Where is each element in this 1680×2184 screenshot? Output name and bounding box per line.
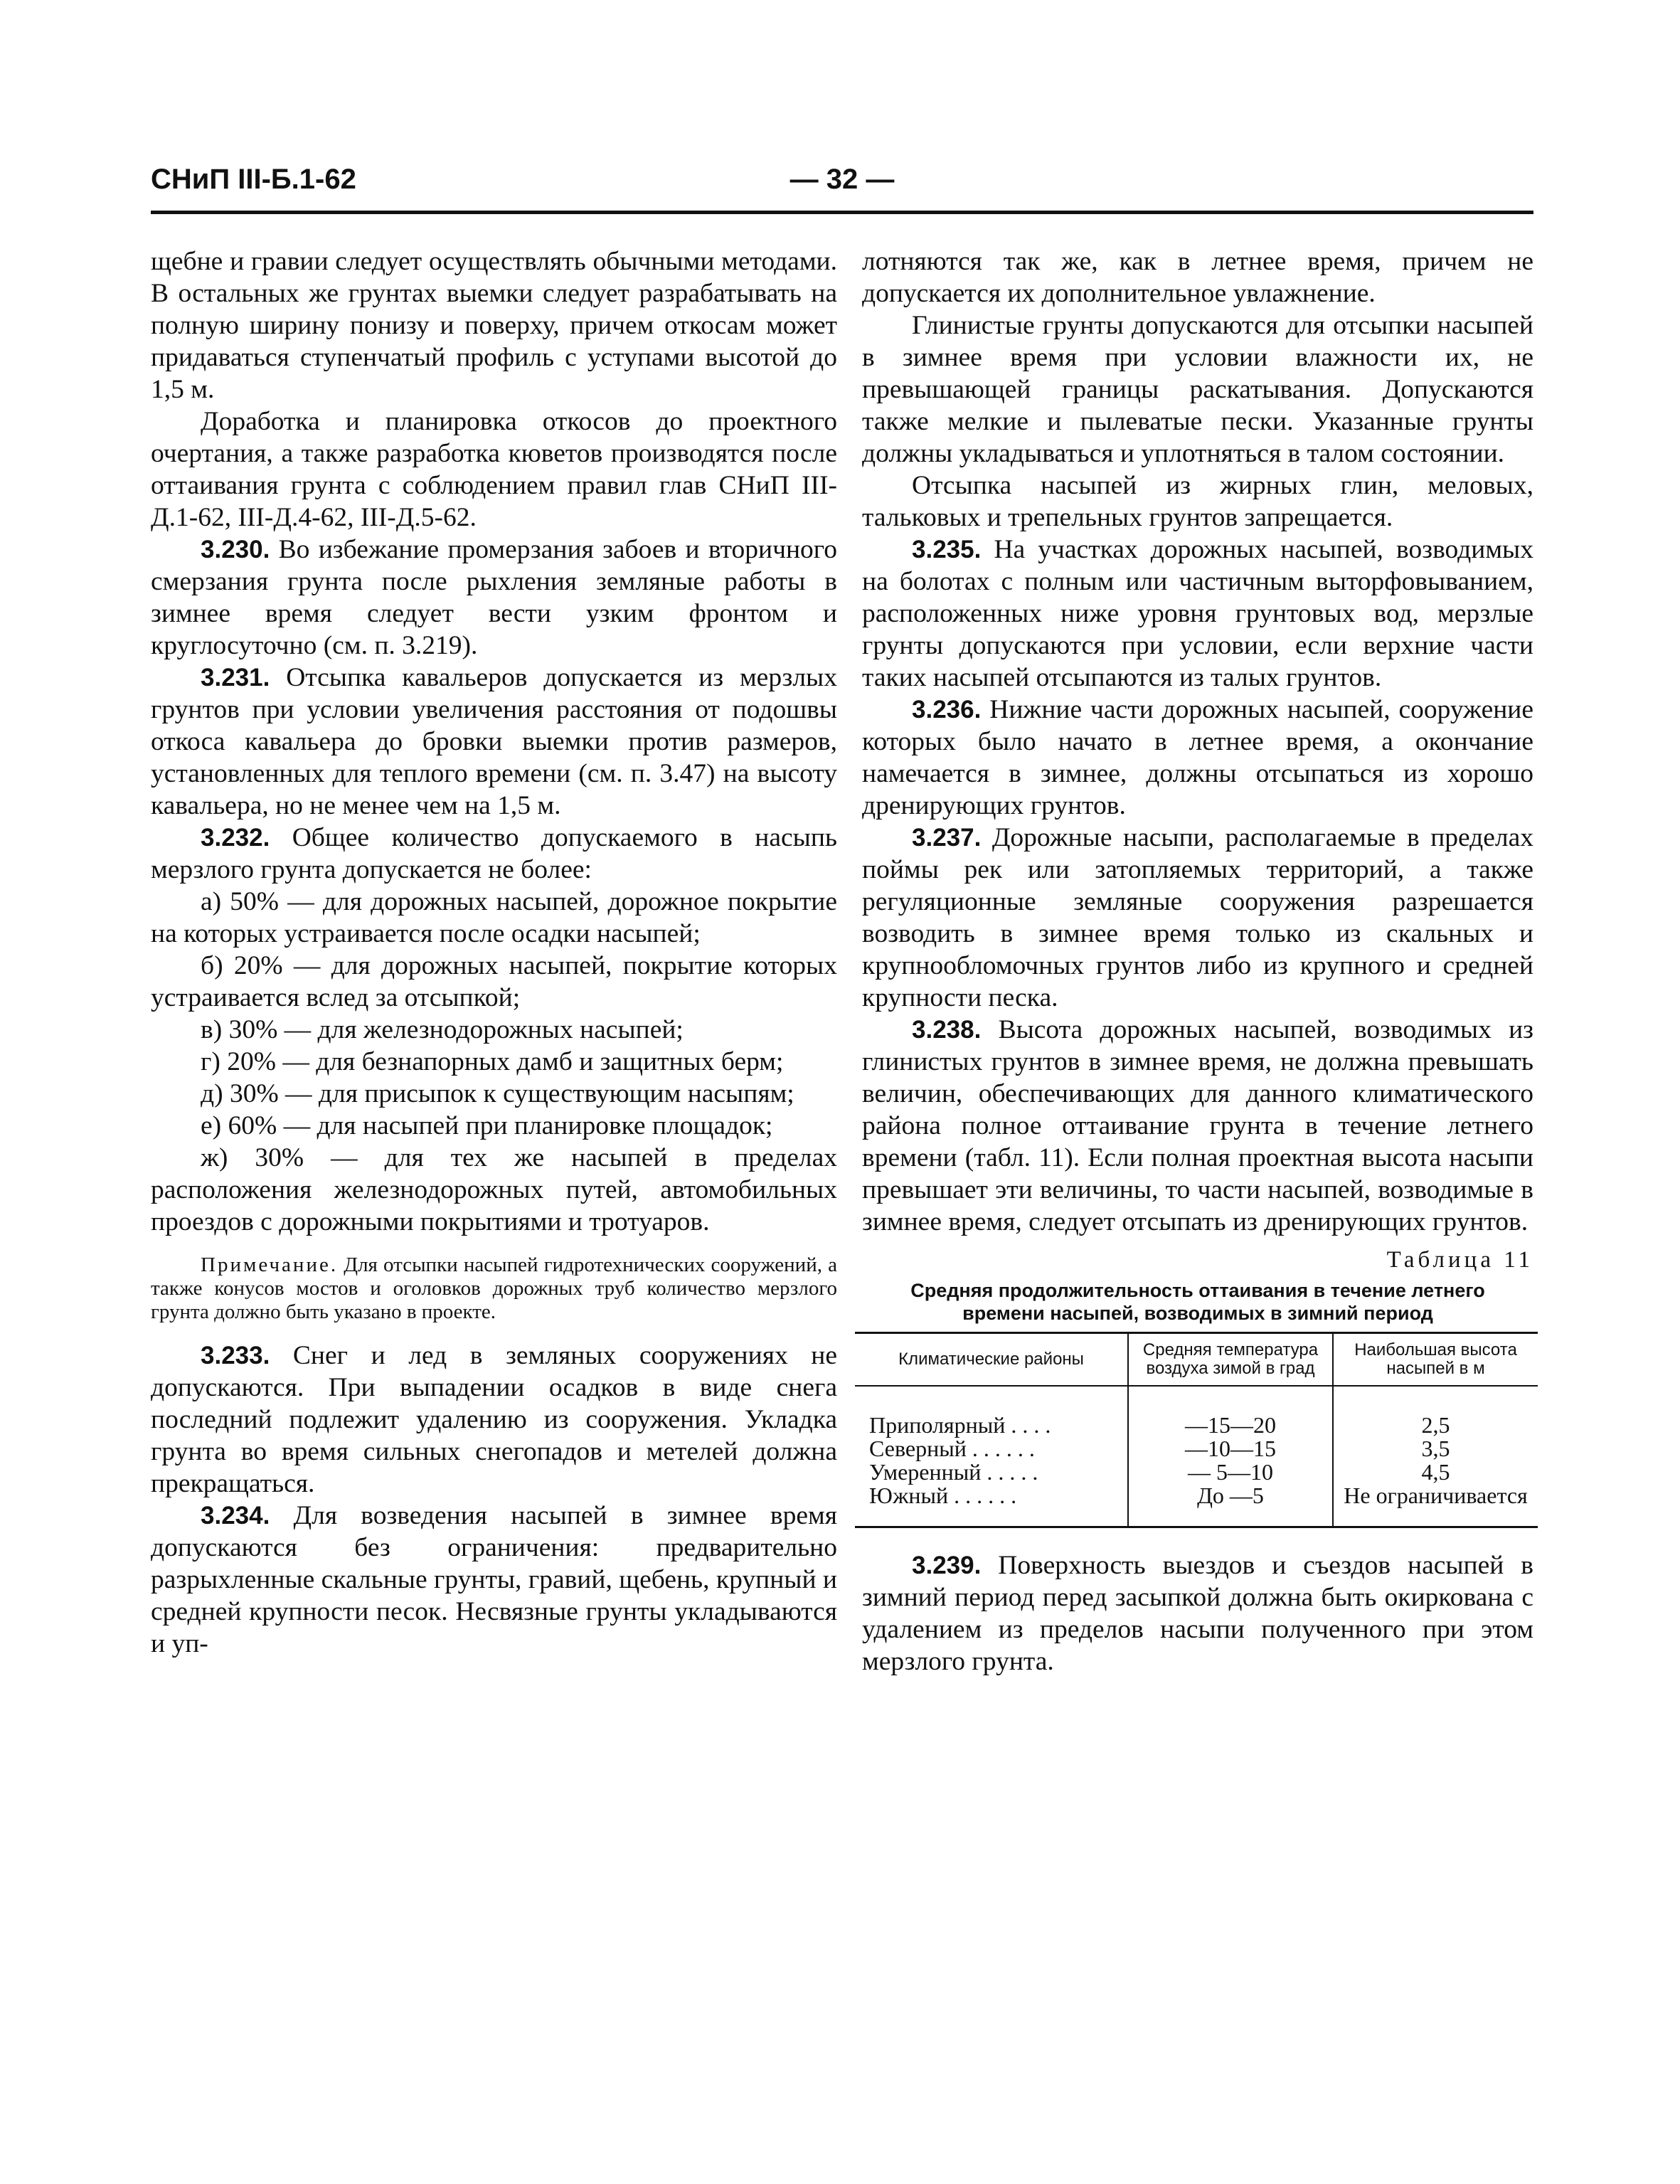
note bbox=[151, 1253, 837, 1324]
list-item: г) 20% — для безнапорных дамб и защитных берм; bbox=[201, 1047, 784, 1076]
paragraph: Отсыпка насыпей из жирных глин, меловых, тальковых и трепельных грунтов запрещается. bbox=[862, 471, 1533, 532]
header-rule bbox=[151, 211, 1533, 214]
table-header-row bbox=[855, 1333, 1538, 1387]
paragraph: лотняются так же, как в летнее время, причем не допускается их дополнительное увлажнение. bbox=[862, 247, 1533, 308]
section-3-231 bbox=[151, 662, 837, 822]
list-item: ж) 30% — для тех же насыпей в пределах расположения железнодорожных путей, автомобильных проездов с дорожными покрытиями и тротуаров. bbox=[151, 1143, 837, 1236]
list-item: е) 60% — для насыпей при планировке площадок; bbox=[201, 1111, 773, 1140]
section-number: 3.233. bbox=[201, 1342, 270, 1369]
list-item: в) 30% — для железнодорожных насыпей; bbox=[201, 1015, 684, 1044]
paragraph: Доработка и планировка откосов до проектного очертания, а также разработка кюветов производятся после оттаивания грунта с соблюдением правил глав СНиП III-Д.1-62, III-Д.4-62, III-Д.5-62. bbox=[151, 407, 837, 532]
note-text: Для отсыпки насыпей гидротехнических сооружений, а также конусов мостов и оголовков дорожных труб количество мерзлого грунта должно быть указано в проекте. bbox=[151, 1253, 838, 1323]
section-number: 3.231. bbox=[201, 664, 270, 691]
section-3-230 bbox=[151, 534, 837, 662]
section-number: 3.238. bbox=[912, 1016, 982, 1044]
table-cell: 2,5 3,5 4,5 Не ограничивается bbox=[1333, 1386, 1538, 1527]
section-3-234 bbox=[151, 1500, 837, 1660]
section-number: 3.234. bbox=[201, 1502, 270, 1530]
paragraph: щебне и гравии следует осуществлять обычными методами. В остальных же грунтах выемки следует разрабатывать на полную ширину понизу и поверху, причем откосам может придаваться ступенчатый профиль с уступами высотой до 1,5 м. bbox=[151, 247, 837, 404]
table-header-cell: Средняя температура воздуха зимой в град bbox=[1128, 1333, 1333, 1387]
section-number: 3.235. bbox=[912, 536, 982, 563]
section-text: Отсыпка кавальеров допускается из мерзлых грунтов при условии увеличения расстояния от подошвы откоса кавальера до бровки выемки против размеров, установленных для теплого времени (см. п. 3.47) на высоту кавальера, но не менее чем на 1,5 м. bbox=[151, 663, 838, 820]
note-label: Примечание. bbox=[201, 1253, 339, 1276]
section-3-238 bbox=[862, 1014, 1533, 1238]
section-text: Поверхность выездов и съездов насыпей в зимний период перед засыпкой должна быть окиркована с удалением из пределов насыпи полученного при этом мерзлого грунта. bbox=[862, 1551, 1534, 1676]
section-3-237 bbox=[862, 822, 1533, 1014]
section-3-232 bbox=[151, 822, 837, 886]
page-number: — 32 — bbox=[790, 164, 895, 195]
section-text: Дорожные насыпи, располагаемые в пределах поймы рек или затопляемых территорий, а также регуляционные земляные сооружения разрешается возводить в зимнее время только из скальных и крупнообломочных грунтов либо из крупного и средней крупности песка. bbox=[862, 823, 1534, 1012]
section-3-236 bbox=[862, 694, 1533, 822]
section-number: 3.236. bbox=[912, 696, 982, 723]
section-3-235 bbox=[862, 534, 1533, 694]
list-item: д) 30% — для присыпок к существующим насыпям; bbox=[201, 1079, 794, 1108]
table-header-cell: Климатические районы bbox=[855, 1333, 1128, 1387]
section-text: Снег и лед в земляных сооружениях не допускаются. При выпадении осадков в виде снега последний подлежит удалению из сооружения. Укладка грунта во время сильных снегопадов и метелей должна прекращаться. bbox=[151, 1341, 837, 1498]
table-label: Таблица 11 bbox=[1386, 1247, 1533, 1273]
section-number: 3.232. bbox=[201, 824, 270, 852]
section-number: 3.239. bbox=[912, 1552, 982, 1579]
section-text: Общее количество допускаемого в насыпь мерзлого грунта допускается не более: bbox=[151, 823, 838, 884]
list-item: а) 50% — для дорожных насыпей, дорожное покрытие на которых устраивается после осадки насыпей; bbox=[151, 887, 837, 948]
table-11 bbox=[855, 1332, 1538, 1528]
section-text: Во избежание промерзания забоев и вторичного смерзания грунта после рыхления земляные работы в зимнее время следует вести узким фронтом и круглосуточно (см. п. 3.219). bbox=[151, 535, 838, 660]
table-cell: Приполярный . . . . Северный . . . . . . Умеренный . . . . . Южный . . . . . . bbox=[855, 1386, 1128, 1527]
list-item: б) 20% — для дорожных насыпей, покрытие которых устраивается вслед за отсыпкой; bbox=[151, 951, 837, 1012]
section-text: Нижние части дорожных насыпей, сооружение которых было начато в летнее время, а окончание намечается в зимнее, должны отсыпаться из хорошо дренирующих грунтов. bbox=[862, 695, 1534, 820]
section-3-239 bbox=[862, 1549, 1533, 1677]
section-3-233 bbox=[151, 1340, 837, 1500]
section-number: 3.237. bbox=[912, 824, 982, 852]
table-header-cell: Наибольшая высота насыпей в м bbox=[1333, 1333, 1538, 1387]
section-text: На участках дорожных насыпей, возводимых на болотах с полным или частичным выторфовыванием, расположенных ниже уровня грунтовых вод, мерзлые грунты допускаются при условии, если верхние части таких насыпей отсыпаются из талых грунтов. bbox=[862, 535, 1534, 692]
section-text: Высота дорожных насыпей, возводимых из глинистых грунтов в зимнее время, не должна превышать величин, обеспечивающих для данного климатического района полное оттаивание грунта в течение летнего времени (табл. 11). Если полная проектная высота насыпи превышает эти величины, то части насыпей, возводимые в зимнее время, следует отсыпать из дренирующих грунтов. bbox=[862, 1015, 1534, 1236]
left-column bbox=[151, 245, 837, 1660]
paragraph: Глинистые грунты допускаются для отсыпки насыпей в зимнее время при условии влажности их, не превышающей границы раскатывания. Допускаются также мелкие и пылеватые пески. Указанные грунты должны укладываться и уплотняться в талом состоянии. bbox=[862, 311, 1533, 468]
right-column bbox=[862, 245, 1533, 1677]
section-text: Для возведения насыпей в зимнее время допускаются без ограничения: предварительно разрыхленные скальные грунты, гравий, щебень, крупный и средней крупности песок. Несвязные грунты укладываются и уп- bbox=[151, 1501, 838, 1658]
page-header bbox=[151, 164, 1533, 209]
document-code: СНиП III-Б.1-62 bbox=[151, 164, 356, 195]
table-cell: —15—20 —10—15 — 5—10 До —5 bbox=[1128, 1386, 1333, 1527]
table-row bbox=[855, 1386, 1538, 1527]
table-title: Средняя продолжительность оттаивания в течение летнего времени насыпей, возводимых в зимний период bbox=[910, 1280, 1485, 1324]
section-number: 3.230. bbox=[201, 536, 270, 563]
